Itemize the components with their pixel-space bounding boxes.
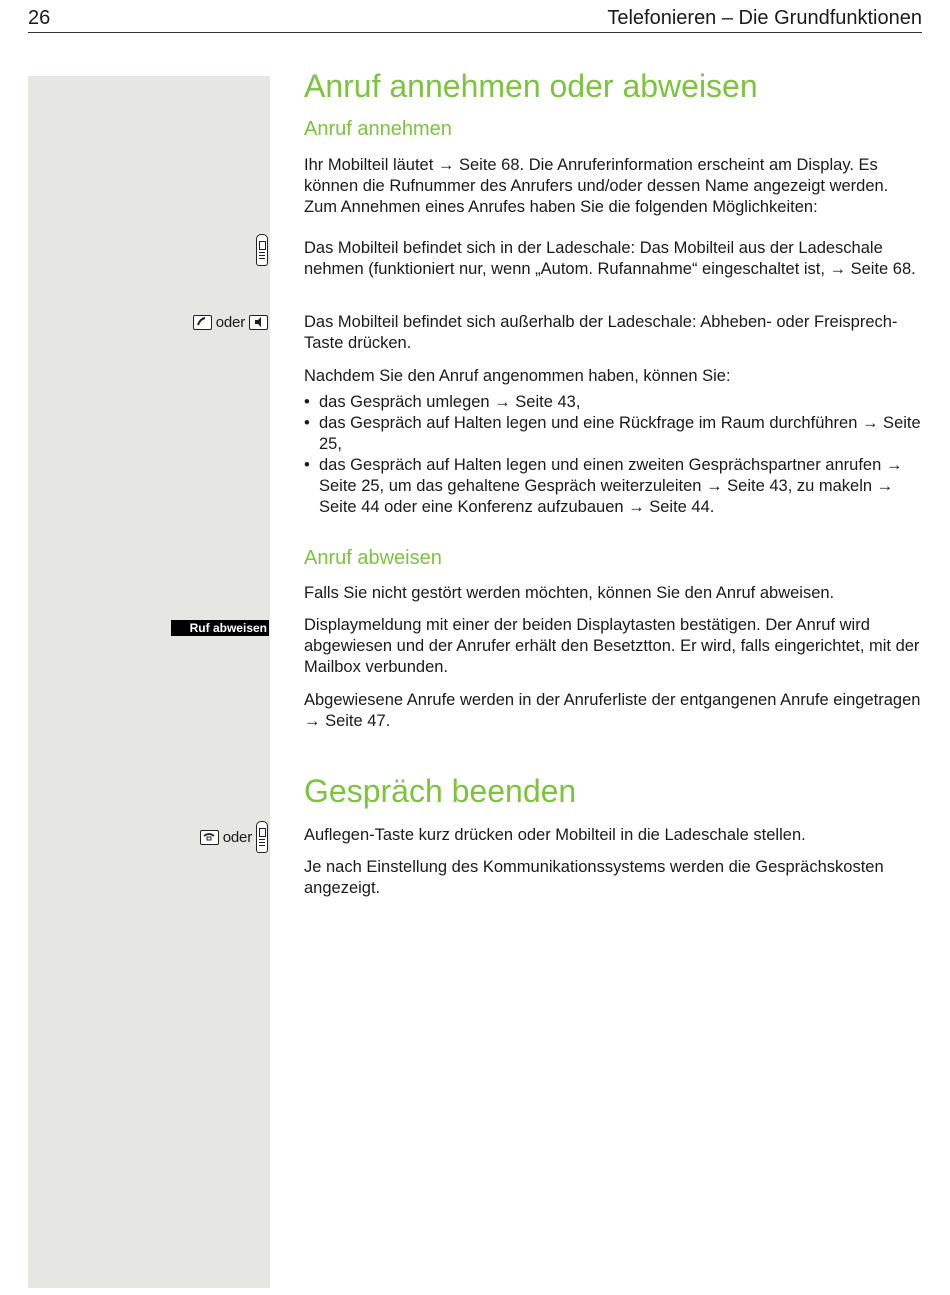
softkey-reject: Ruf abweisen — [171, 620, 269, 636]
list-item: • das Gespräch umlegen → Seite 43, — [304, 392, 924, 413]
reject-log: Abgewiesene Anrufe werden in der Anruferliste der entgangenen Anrufe eingetragen → Seite 47. — [304, 691, 921, 730]
speaker-key-icon — [249, 315, 268, 330]
reject-intro: Falls Sie nicht gestört werden möchten, können Sie den Anruf abweisen. — [304, 584, 835, 602]
margin-column — [28, 76, 270, 1288]
margin-keys — [193, 314, 268, 331]
handset-icon — [256, 234, 268, 266]
end-hangup: Auflegen-Taste kurz drücken oder Mobilteil in die Ladeschale stellen. — [304, 826, 806, 844]
option-keys: Das Mobilteil befindet sich außerhalb der Ladeschale: Abheben- oder Freisprech-Taste drücken. — [304, 313, 898, 352]
accept-intro: Ihr Mobilteil läutet → Seite 68. Die Anruferinformation erscheint am Display. Es können die Rufnummer des Anrufers und/oder dessen Name angezeigt werden. Zum Annehmen eines Anrufes haben Sie die folgenden Möglichkeiten: — [304, 156, 889, 216]
end-key-icon — [200, 830, 219, 845]
list-item: • das Gespräch auf Halten legen und einen zweiten Gesprächspartner anrufen → Seite 25, um das gehaltene Gespräch weiterzuleiten → Seite 43, zu makeln → Seite 44 oder eine Konferenz aufzubauen → Seite 44. — [304, 455, 924, 518]
reject-confirm: Displaymeldung mit einer der beiden Displaytasten bestätigen. Der Anruf wird abgewiesen und der Anrufer erhält den Besetztton. Er wird, falls eingerichtet, mit der Mailbox verbunden. — [304, 616, 920, 676]
subsection-title-reject: Anruf abweisen — [304, 547, 442, 569]
after-accept-intro: Nachdem Sie den Anruf angenommen haben, können Sie: — [304, 367, 731, 385]
talk-key-icon — [193, 315, 212, 330]
running-title: Telefonieren – Die Grundfunktionen — [607, 7, 922, 29]
margin-cradle — [256, 234, 268, 266]
margin-oder-end: oder — [222, 828, 252, 846]
list-item: • das Gespräch auf Halten legen und eine Rückfrage im Raum durchführen → Seite 25, — [304, 413, 924, 455]
margin-oder: oder — [215, 314, 245, 331]
after-accept-list — [304, 392, 924, 518]
margin-end — [200, 821, 268, 853]
subsection-title-accept: Anruf annehmen — [304, 118, 452, 140]
handset-icon — [256, 821, 268, 853]
page-number: 26 — [28, 7, 51, 29]
section-title-end-call: Gespräch beenden — [304, 773, 577, 809]
end-costs: Je nach Einstellung des Kommunikationssystems werden die Gesprächskosten angezeigt. — [304, 858, 884, 897]
section-title-accept-reject: Anruf annehmen oder abweisen — [304, 68, 758, 104]
option-cradle: Das Mobilteil befindet sich in der Ladeschale: Das Mobilteil aus der Ladeschale nehmen (funktioniert nur, wenn „Autom. Rufannahme“ eingeschaltet ist, → Seite 68. — [304, 239, 916, 278]
page-header — [28, 6, 922, 33]
